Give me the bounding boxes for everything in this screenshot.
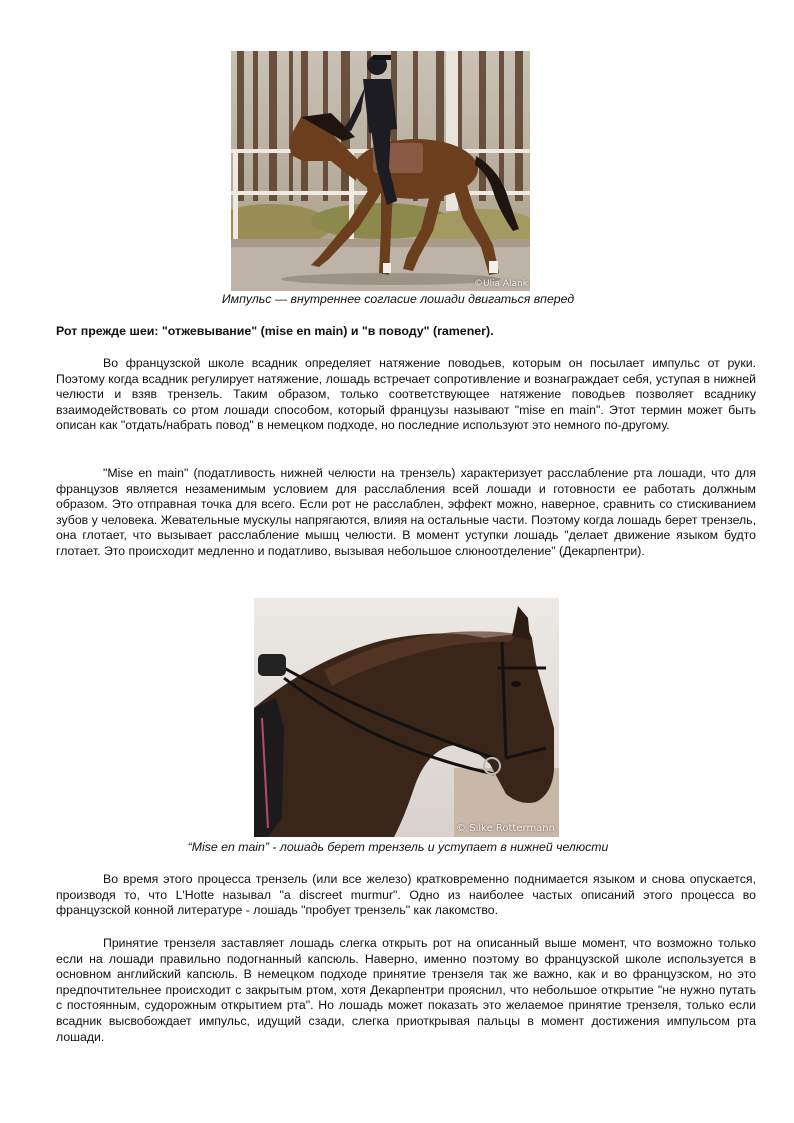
paragraph: "Mise en main" (податливость нижней челюсти на трензель) характеризует расслабление рта лошади, что для французов является незаменимым условием для расслабления всей лошади и готовности ее работать должным образом. Это отправная точка для всего. Если рот не расслаблен, эффект можно, наверное, сравнить со стискиванием зубов у человека. Жевательные мускулы напрягаются, влияя на остальные части. Поэтому когда лошадь берет трензель, она глотает, что вызывает расслабление мышц челюсти. В момент уступки лошадь "делает движение языком будто глотает. Это происходит медленно и податливо, вызывая небольшое слюноотделение" (Декарпентри). <box>56 466 756 558</box>
paragraph: Во французской школе всадник определяет натяжение поводьев, которым он посылает импульс от руки. Поэтому когда всадник регулирует натяжение, лошадь встречает сопротивление и вознаграждает себя, уступая в нижней челюсти и взяв трензель. Таким образом, только соответствующее натяжение поводьев позволяет всаднику взаимодействовать со ртом лошади способом, который французы называют "mise en main". Этот термин может быть описан как "отдать/набрать повод" в немецком подходе, но последние используют это немного по-другому. <box>56 356 756 433</box>
figure-caption: “Mise en main” - лошадь берет трензель и уступает в нижней челюсти <box>187 840 609 854</box>
paragraph: Принятие трензеля заставляет лошадь слегка открыть рот на описанный выше момент, что возможно только если на лошади правильно подогнанный капсюль. Наверно, именно поэтому во французской школе используется в основном английский капсюль. В немецком подходе принятие трензеля так же важно, как и во французском, но это предпочтительнее происходит с закрытым ртом, хотя Декарпентри прояснил, что небольшое открытие "не нужно путать с постоянным, судорожным открытием рта". Но лошадь может показать это желаемое принятие трензеля, только если всадник высвобождает импульс, идущий сзади, слегка приоткрывая пальцы в момент достижения импульсом рта лошади. <box>56 936 756 1044</box>
photo-credit: ©Ulia Alank <box>473 279 528 289</box>
section-heading: Рот прежде шеи: "отжевывание" (mise en main) и "в поводу" (ramener). <box>56 324 494 338</box>
horse-head-illustration <box>254 598 559 837</box>
horse-trot-photo <box>231 51 530 291</box>
photo-credit: © Silke Rottermann <box>456 823 555 834</box>
horse-trot-illustration <box>231 51 530 291</box>
figure-caption: Импульс — внутреннее согласие лошади двигаться вперед <box>221 292 575 306</box>
horse-head-photo <box>254 598 559 837</box>
paragraph: Во время этого процесса трензель (или все железо) кратковременно поднимается языком и снова опускается, производя то, что L'Hotte называл "a discreet murmur". Одно из наиболее частых описаний этого процесса во французской конной литературе - лошадь "пробует трензель" как лакомство. <box>56 872 756 918</box>
